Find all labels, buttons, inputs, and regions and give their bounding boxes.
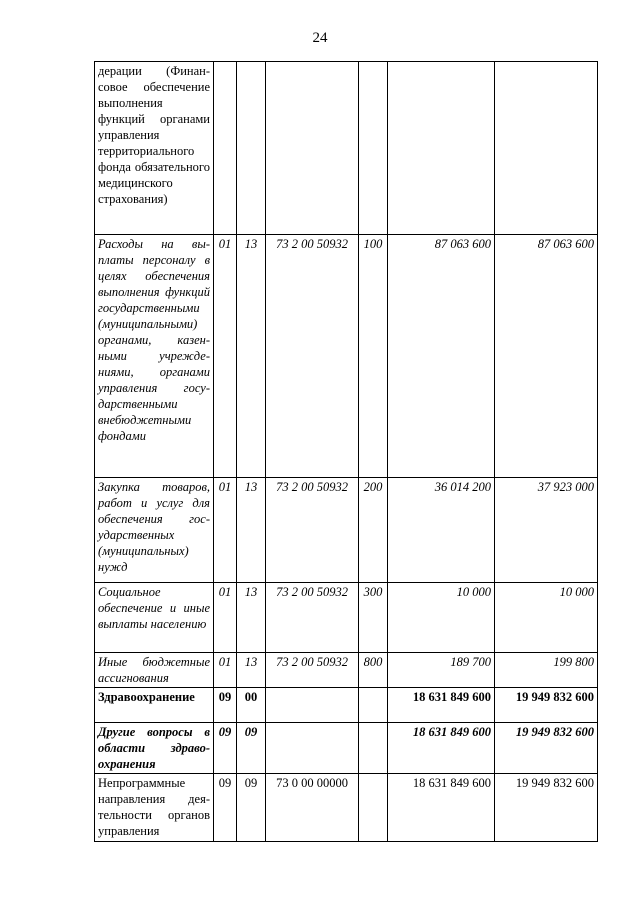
amount-year-2-cell: 199 800 (495, 653, 598, 688)
row-name-cell: дерации (Финансовое обеспечение выполнения функций органами управления территориального фонда обязательного медицинского страхования) (95, 62, 214, 235)
expense-type-cell (359, 723, 388, 774)
amount-year-2-cell: 19 949 832 600 (495, 774, 598, 842)
section-code-cell (214, 62, 237, 235)
amount-year-2-cell: 37 923 000 (495, 478, 598, 583)
row-name-cell: Здравоохранение (95, 688, 214, 723)
target-article-cell (266, 723, 359, 774)
amount-year-1-cell (388, 62, 495, 235)
subsection-code-cell: 09 (237, 723, 266, 774)
amount-year-1-cell: 18 631 849 600 (388, 688, 495, 723)
section-code-cell: 01 (214, 653, 237, 688)
amount-year-2-cell: 87 063 600 (495, 235, 598, 478)
table-row (95, 478, 598, 583)
subsection-code-cell: 13 (237, 653, 266, 688)
amount-year-2-cell: 19 949 832 600 (495, 723, 598, 774)
amount-year-1-cell: 87 063 600 (388, 235, 495, 478)
table-row (95, 723, 598, 774)
section-code-cell: 09 (214, 688, 237, 723)
amount-year-1-cell: 36 014 200 (388, 478, 495, 583)
table-row (95, 774, 598, 842)
subsection-code-cell: 00 (237, 688, 266, 723)
expense-type-cell: 100 (359, 235, 388, 478)
table-row (95, 235, 598, 478)
expense-type-cell: 200 (359, 478, 388, 583)
amount-year-1-cell: 18 631 849 600 (388, 723, 495, 774)
section-code-cell: 09 (214, 774, 237, 842)
subsection-code-cell: 09 (237, 774, 266, 842)
expense-type-cell (359, 688, 388, 723)
amount-year-1-cell: 10 000 (388, 583, 495, 653)
amount-year-2-cell: 10 000 (495, 583, 598, 653)
target-article-cell: 73 2 00 50932 (266, 235, 359, 478)
budget-table (94, 61, 598, 842)
target-article-cell (266, 62, 359, 235)
page-number: 24 (312, 30, 328, 46)
table-row (95, 653, 598, 688)
section-code-cell: 01 (214, 478, 237, 583)
amount-year-1-cell: 18 631 849 600 (388, 774, 495, 842)
target-article-cell (266, 688, 359, 723)
expense-type-cell: 300 (359, 583, 388, 653)
row-name-cell: Непрограммные направления деятельности органов управления (95, 774, 214, 842)
row-name-cell: Расходы на выплаты персоналу в целях обеспечения выполнения функций государственными (муниципальными) органами, казенными учреждениями, органами управления государственными внебюджетными фондами (95, 235, 214, 478)
amount-year-2-cell: 19 949 832 600 (495, 688, 598, 723)
subsection-code-cell: 13 (237, 478, 266, 583)
target-article-cell: 73 2 00 50932 (266, 478, 359, 583)
row-name-cell: Другие вопросы в области здравоохранения (95, 723, 214, 774)
expense-type-cell (359, 62, 388, 235)
table-row (95, 688, 598, 723)
target-article-cell: 73 2 00 50932 (266, 653, 359, 688)
expense-type-cell: 800 (359, 653, 388, 688)
expense-type-cell (359, 774, 388, 842)
row-name-cell: Иные бюджетные ассигнования (95, 653, 214, 688)
section-code-cell: 09 (214, 723, 237, 774)
table-row (95, 62, 598, 235)
amount-year-2-cell (495, 62, 598, 235)
section-code-cell: 01 (214, 235, 237, 478)
row-name-cell: Закупка товаров, работ и услуг для обеспечения государственных (муниципальных) нужд (95, 478, 214, 583)
section-code-cell: 01 (214, 583, 237, 653)
subsection-code-cell: 13 (237, 235, 266, 478)
target-article-cell: 73 0 00 00000 (266, 774, 359, 842)
target-article-cell: 73 2 00 50932 (266, 583, 359, 653)
subsection-code-cell (237, 62, 266, 235)
row-name-cell: Социальное обеспечение и иные выплаты населению (95, 583, 214, 653)
subsection-code-cell: 13 (237, 583, 266, 653)
amount-year-1-cell: 189 700 (388, 653, 495, 688)
table-row (95, 583, 598, 653)
